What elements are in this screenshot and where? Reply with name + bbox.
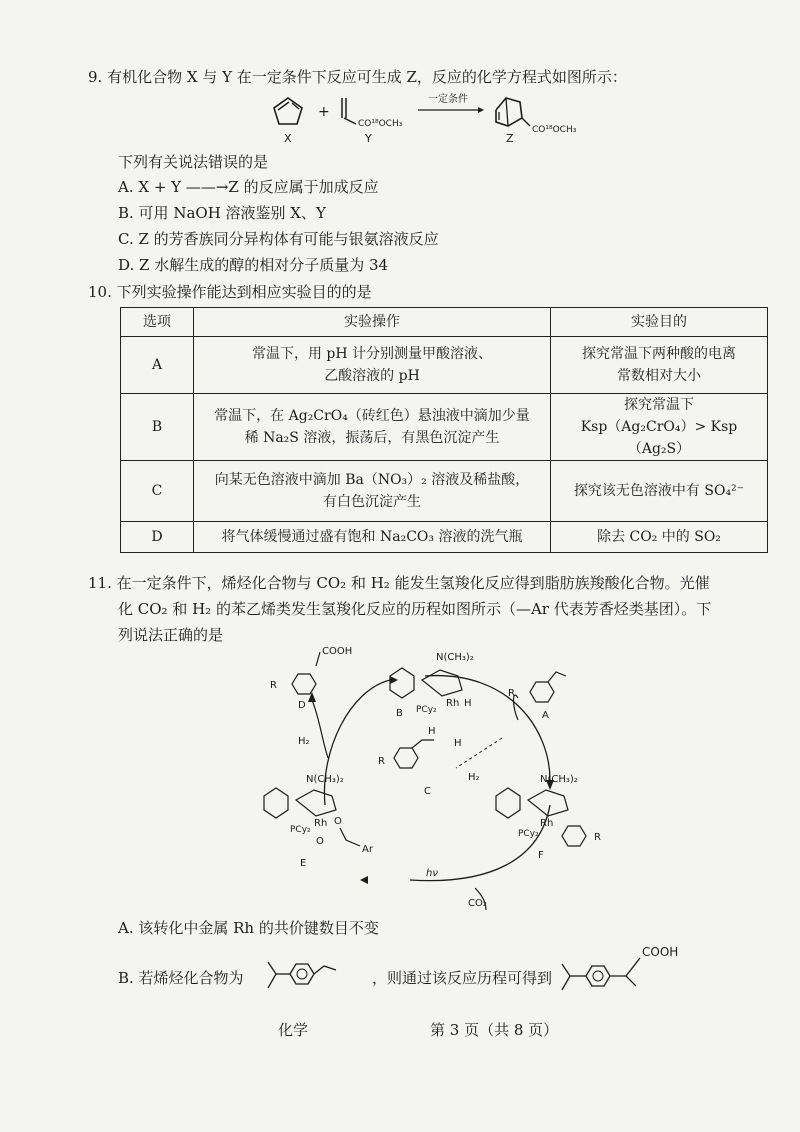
q9-option-a: A. X + Y ——→Z 的反应属于加成反应	[118, 178, 379, 196]
condition-text: 一定条件	[428, 94, 468, 105]
row-option: B	[121, 394, 194, 461]
b-h: H	[464, 698, 472, 709]
f-rh: Rh	[540, 818, 554, 829]
row-option: D	[121, 522, 194, 553]
q11-option-b-mid: ，则通过该反应历程可得到	[372, 969, 553, 987]
benzene-ring-f-aryl	[562, 826, 586, 846]
table-row	[121, 394, 768, 461]
hv-label: hν	[426, 868, 438, 879]
y-ester-group: CO¹⁸OCH₃	[358, 119, 403, 129]
q9-reaction-equation	[268, 88, 598, 150]
label-x: X	[284, 132, 292, 145]
label-z: Z	[506, 132, 514, 145]
ibuprofen-precursor-structure	[262, 948, 372, 998]
table-row	[121, 461, 768, 522]
footer-page-number: 第 3 页（共 8 页）	[430, 1021, 559, 1039]
q9-stem: 9. 有机化合物 X 与 Y 在一定条件下反应可生成 Z，反应的化学方程式如图所示：	[88, 68, 627, 86]
catalytic-cycle-diagram	[250, 640, 630, 910]
e-ar: Ar	[362, 844, 373, 855]
e-o-top: O	[334, 816, 342, 827]
c-h-top: H	[428, 726, 436, 737]
b-rh: Rh	[446, 698, 460, 709]
q9-option-b: B. 可用 NaOH 溶液鉴别 X、Y	[118, 204, 326, 222]
experiment-table	[120, 307, 768, 553]
row-aim: 探究常温下 Ksp（Ag₂CrO₄）> Ksp（Ag₂S）	[551, 394, 768, 461]
h2-center: H₂	[468, 772, 480, 783]
benzene-ring-d	[292, 674, 316, 694]
label-y: Y	[365, 132, 372, 145]
label-b: B	[396, 708, 403, 719]
co2-label: CO₂	[468, 898, 487, 909]
row-operation: 常温下，在 Ag₂CrO₄（砖红色）悬浊液中滴加少量 稀 Na₂S 溶液，振荡后，有黑色沉淀产生	[194, 394, 551, 461]
q11-option-a: A. 该转化中金属 Rh 的共价键数目不变	[118, 919, 379, 937]
d-cooh: COOH	[322, 646, 353, 657]
q11-stem-line-1: 11. 在一定条件下，烯烃化合物与 CO₂ 和 H₂ 能发生氢羧化反应得到脂肪族羧酸化合物。光催	[88, 574, 710, 592]
f-nme2: N(CH₃)₂	[540, 774, 578, 785]
a-r: R	[508, 688, 515, 699]
b-pcy2: PCy₂	[416, 705, 437, 715]
row-operation: 向某无色溶液中滴加 Ba（NO₃）₂ 溶液及稀盐酸， 有白色沉淀产生	[194, 461, 551, 522]
row-aim: 探究常温下两种酸的电离 常数相对大小	[551, 337, 768, 394]
z-ester-group: CO¹⁸OCH₃	[532, 125, 577, 135]
e-rh: Rh	[314, 818, 328, 829]
label-e: E	[300, 858, 307, 869]
label-c: C	[424, 786, 431, 797]
norbornene-structure	[496, 98, 522, 126]
row-operation: 将气体缓慢通过盛有饱和 Na₂CO₃ 溶液的洗气瓶	[194, 522, 551, 553]
q11-stem-line-2: 化 CO₂ 和 H₂ 的苯乙烯类发生氢羧化反应的历程如图所示（—Ar 代表芳香烃类基团）。下	[118, 600, 712, 618]
table-header-row	[121, 308, 768, 337]
q9-question: 下列有关说法错误的是	[118, 153, 269, 171]
q9-option-d: D. Z 水解生成的醇的相对分子质量为 34	[118, 256, 389, 274]
row-operation: 常温下，用 pH 计分别测量甲酸溶液、 乙酸溶液的 pH	[194, 337, 551, 394]
row-option: C	[121, 461, 194, 522]
row-aim: 探究该无色溶液中有 SO₄²⁻	[551, 461, 768, 522]
label-a: A	[542, 710, 549, 721]
c-r: R	[378, 756, 385, 767]
d-r: R	[270, 680, 277, 691]
header-aim: 实验目的	[551, 308, 768, 337]
f-pcy2: PCy₂	[518, 829, 539, 839]
h2-left: H₂	[298, 736, 310, 747]
e-o-bottom: O	[316, 836, 324, 847]
ibuprofen-structure	[556, 940, 706, 998]
q11-option-b-prefix: B. 若烯烃化合物为	[118, 969, 244, 987]
q11-stem-line-3: 列说法正确的是	[118, 626, 224, 644]
b-nme2: N(CH₃)₂	[436, 652, 474, 663]
row-aim: 除去 CO₂ 中的 SO₂	[551, 522, 768, 553]
table-row	[121, 522, 768, 553]
c-h-right: H	[454, 738, 462, 749]
header-option: 选项	[121, 308, 194, 337]
benzene-ring-a	[530, 682, 554, 702]
e-pcy2: PCy₂	[290, 825, 311, 835]
benzene-ring-e	[264, 788, 288, 818]
header-operation: 实验操作	[194, 308, 551, 337]
f-r: R	[594, 832, 601, 843]
row-option: A	[121, 337, 194, 394]
e-nme2: N(CH₃)₂	[306, 774, 344, 785]
q9-option-c: C. Z 的芳香族同分异构体有可能与银氨溶液反应	[118, 230, 439, 248]
label-d: D	[298, 700, 306, 711]
benzene-ring-f	[496, 788, 520, 818]
ibuprofen-cooh: COOH	[642, 945, 679, 959]
benzene-ring-b	[390, 668, 414, 698]
plus-sign: +	[318, 104, 330, 120]
footer-subject: 化学	[278, 1021, 309, 1039]
q10-stem: 10. 下列实验操作能达到相应实验目的的是	[88, 283, 372, 301]
benzene-ring-c	[394, 748, 418, 768]
table-row	[121, 337, 768, 394]
label-f: F	[538, 850, 544, 861]
